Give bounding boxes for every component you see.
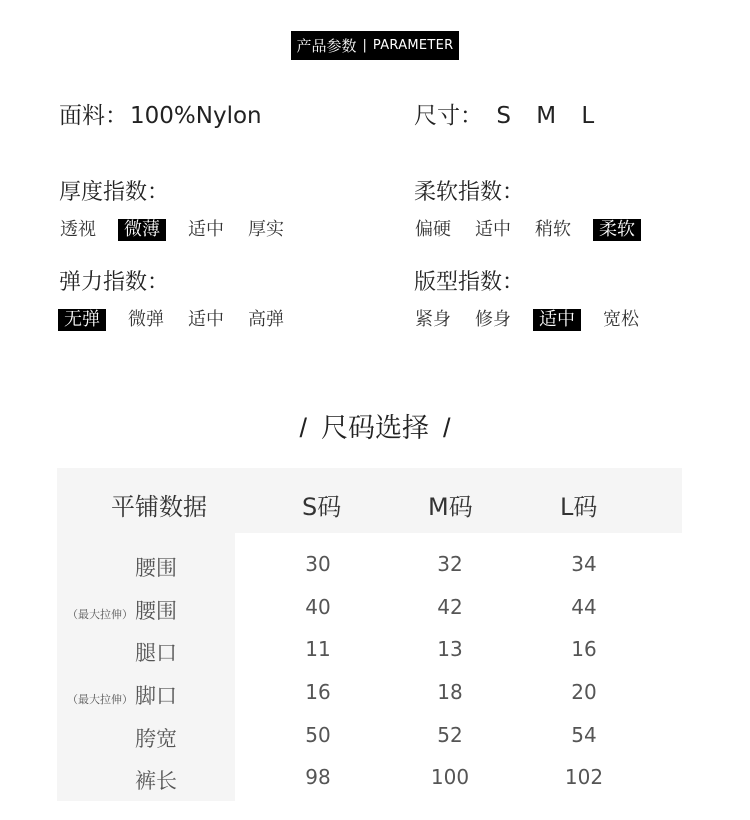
row-label bbox=[67, 595, 177, 625]
size-label: 尺寸： bbox=[414, 103, 483, 129]
cell-l: 20 bbox=[571, 680, 597, 704]
cell-m: 32 bbox=[437, 552, 463, 576]
size-m: M bbox=[536, 103, 557, 129]
table-row bbox=[57, 629, 682, 671]
cell-m: 18 bbox=[437, 680, 463, 704]
cell-s: 30 bbox=[305, 552, 331, 576]
row-label-text: 脚口 bbox=[135, 684, 177, 708]
elasticity-option-selected: 无弹 bbox=[58, 309, 106, 331]
fabric-value: 100%Nylon bbox=[130, 103, 262, 129]
size-param bbox=[414, 97, 612, 130]
fit-options bbox=[413, 309, 661, 331]
softness-options bbox=[413, 219, 661, 241]
header-flat-data: 平铺数据 bbox=[111, 493, 207, 521]
softness-option: 偏硬 bbox=[415, 219, 451, 240]
title-slash-left: / bbox=[299, 413, 307, 443]
cell-l: 54 bbox=[571, 723, 597, 747]
elasticity-option: 高弹 bbox=[248, 309, 284, 330]
thickness-option-selected: 微薄 bbox=[118, 219, 166, 241]
row-label bbox=[67, 680, 177, 710]
row-label-text: 腿口 bbox=[135, 641, 177, 665]
cell-s: 98 bbox=[305, 765, 331, 789]
cell-m: 100 bbox=[430, 765, 470, 789]
row-label bbox=[133, 723, 177, 753]
row-label-text: 腰围 bbox=[135, 599, 177, 623]
cell-l: 102 bbox=[564, 765, 604, 789]
fit-option: 修身 bbox=[475, 309, 511, 330]
thickness-title: 厚度指数： bbox=[59, 180, 170, 205]
cell-m: 42 bbox=[437, 595, 463, 619]
badge-separator: | bbox=[362, 38, 367, 53]
cell-l: 34 bbox=[571, 552, 597, 576]
fit-option-selected: 适中 bbox=[533, 309, 581, 331]
row-label-text: 胯宽 bbox=[135, 727, 177, 751]
cell-m: 13 bbox=[437, 637, 463, 661]
cell-s: 11 bbox=[305, 637, 331, 661]
size-s: S bbox=[496, 103, 511, 129]
softness-option-selected: 柔软 bbox=[593, 219, 641, 241]
fabric-label: 面料： bbox=[59, 103, 128, 129]
softness-option: 适中 bbox=[475, 219, 511, 240]
badge-title-cn: 产品参数 bbox=[296, 37, 357, 55]
row-label-text: 腰围 bbox=[135, 556, 177, 580]
elasticity-options bbox=[58, 309, 306, 331]
row-label bbox=[133, 637, 177, 667]
parameter-badge bbox=[291, 31, 459, 60]
table-row bbox=[57, 672, 682, 714]
header-size-s: S码 bbox=[302, 493, 342, 521]
softness-title: 柔软指数： bbox=[414, 180, 525, 205]
cell-l: 16 bbox=[571, 637, 597, 661]
fit-option: 紧身 bbox=[415, 309, 451, 330]
fabric-param bbox=[59, 97, 262, 130]
table-row bbox=[57, 757, 682, 799]
header-size-l: L码 bbox=[560, 493, 598, 521]
row-note: （最大拉伸） bbox=[67, 608, 133, 621]
header-size-m: M码 bbox=[428, 493, 473, 521]
title-slash-right: / bbox=[443, 413, 451, 443]
fit-option: 宽松 bbox=[603, 309, 639, 330]
table-row bbox=[57, 715, 682, 757]
row-label bbox=[133, 552, 177, 582]
badge-title-en: PARAMETER bbox=[372, 38, 454, 53]
row-label bbox=[133, 765, 177, 795]
thickness-option: 厚实 bbox=[248, 219, 284, 240]
row-note: （最大拉伸） bbox=[67, 693, 133, 706]
cell-m: 52 bbox=[437, 723, 463, 747]
size-l: L bbox=[581, 103, 595, 129]
size-chart-title bbox=[0, 406, 750, 445]
cell-s: 50 bbox=[305, 723, 331, 747]
size-chart-title-text: 尺码选择 bbox=[321, 413, 429, 444]
cell-s: 16 bbox=[305, 680, 331, 704]
thickness-options bbox=[58, 219, 306, 241]
cell-s: 40 bbox=[305, 595, 331, 619]
thickness-option: 适中 bbox=[188, 219, 224, 240]
elasticity-option: 适中 bbox=[188, 309, 224, 330]
fit-title: 版型指数： bbox=[414, 270, 525, 295]
elasticity-title: 弹力指数： bbox=[59, 270, 170, 295]
cell-l: 44 bbox=[571, 595, 597, 619]
table-row bbox=[57, 544, 682, 586]
row-label-text: 裤长 bbox=[135, 769, 177, 793]
table-row bbox=[57, 587, 682, 629]
thickness-option: 透视 bbox=[60, 219, 96, 240]
elasticity-option: 微弹 bbox=[128, 309, 164, 330]
softness-option: 稍软 bbox=[535, 219, 571, 240]
